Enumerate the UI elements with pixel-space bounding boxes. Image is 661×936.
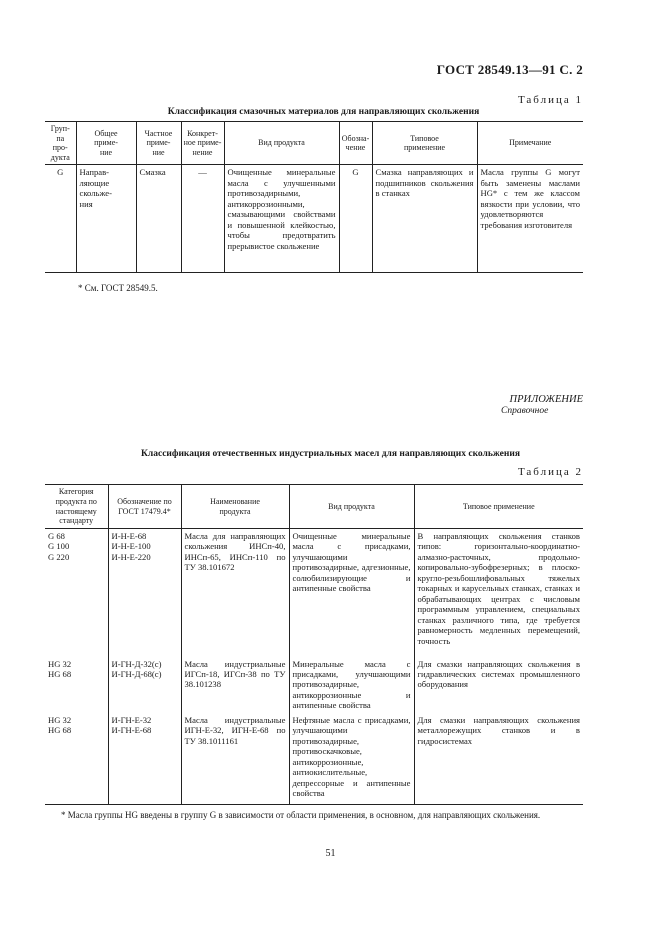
page-number: 51 [325,848,336,859]
table2-header-typical-use: Типовое применение [414,485,583,529]
table1-header-note: Примечание [477,122,583,165]
table-cell: Масла группы G могут быть заменены маслами HG* с тем же классом вязкости при условии, что удовлетворяются требования изготовителя [477,165,583,273]
appendix-title: ПРИЛОЖЕНИЕ [509,394,583,405]
table-cell: Смазка направляющих и подшипников скольжения в станках [372,165,477,273]
table-cell: И-Н-Е-68 И-Н-Е-100 И-Н-Е-220 [108,529,181,657]
table-cell: G [45,165,76,273]
table1-header-general: Общее приме- ние [76,122,136,165]
table2-label: Таблица 2 [517,466,583,478]
table1-header-designation: Обозна- чение [339,122,372,165]
table2-header-product-type: Вид продукта [289,485,414,529]
table-cell: Смазка [136,165,181,273]
table2-header-designation: Обозначение по ГОСТ 17479.4* [108,485,181,529]
table2-title: Классификация отечественных индустриальных масел для направляющих скольжения [141,449,520,459]
table1-header-typical-use: Типовое применение [372,122,477,165]
table-cell: И-ГН-Д-32(с) И-ГН-Д-68(с) [108,657,181,713]
table-cell: Минеральные масла с присадками, улучшающими противозадирные, антикоррозионные и антипенные свойства [289,657,414,713]
table2-header-name: Наименование продукта [181,485,289,529]
table-cell: Для смазки направляющих скольжения металлорежущих станков и в гидросистемах [414,713,583,805]
appendix-subtitle: Справочное [501,406,549,416]
table-cell: Очищенные минеральные масла с улучшенными противозадирными, антикоррозионными, смазывающими свойствами и повышенной клейкостью, чтобы предотвратить прерывистое скольжение [224,165,339,273]
table2 [45,484,583,805]
table-cell: Очищенные минеральные масла с присадками, улучшающими противозадирные, адгезионные, солюбилизирующие и антипенные свойства [289,529,414,657]
table-cell: Масла индустриальные ИГН-Е-32, ИГН-Е-68 по ТУ 38.1011161 [181,713,289,805]
table-row [45,165,583,273]
table-cell: HG 32 HG 68 [45,713,108,805]
table-cell: Направ- ляющие скольже- ния [76,165,136,273]
table2-header-category: Категория продукта по настоящему стандарту [45,485,108,529]
table-cell: Для смазки направляющих скольжения в гидравлических системах промышленного оборудования [414,657,583,713]
table1-title: Классификация смазочных материалов для направляющих скольжения [167,107,480,117]
table-row [45,529,583,657]
table1-header-product-type: Вид продукта [224,122,339,165]
table-cell: HG 32 HG 68 [45,657,108,713]
table-cell: И-ГН-Е-32 И-ГН-Е-68 [108,713,181,805]
table-cell: Масла для направляющих скольжения ИНСп-40, ИНСп-65, ИНСп-110 по ТУ 38.101672 [181,529,289,657]
document-header: ГОСТ 28549.13—91 С. 2 [436,62,583,77]
table-row [45,713,583,805]
table-cell: — [181,165,224,273]
table1-header-specific: Конкрет- ное приме- нение [181,122,224,165]
table-cell: В направляющих скольжения станков типов: горизонтально-координатно-алмазно-расточных, продольно-копировально-зубофрезерных; в плоско-кругло-резьбошлифовальных тяжелых токарных и карусельных станках, станках и обрабатывающих центрах с числовым программным управлением, специальных станках различного типа, где требуется равномерность медленных перемещений, точность [414,529,583,657]
table1-header-group: Груп- па про- дукта [45,122,76,165]
table2-footnote: * Масла группы HG введены в группу G в зависимости от области применения, в основном, для направляющих скольжения. [61,810,541,820]
table-row [45,657,583,713]
table1-header-particular: Частное приме- ние [136,122,181,165]
table1-footnote: * См. ГОСТ 28549.5. [78,283,158,293]
table1 [45,121,583,273]
table-cell: Масла индустриальные ИГСп-18, ИГСп-38 по ТУ 38.101238 [181,657,289,713]
table1-label: Таблица 1 [517,94,583,106]
table-cell: G 68 G 100 G 220 [45,529,108,657]
table-cell: Нефтяные масла с присадками, улучшающими противозадирные, противоскачковые, антикоррозионные, антиокислительные, депрессорные и антипенные свойства [289,713,414,805]
table-cell: G [339,165,372,273]
